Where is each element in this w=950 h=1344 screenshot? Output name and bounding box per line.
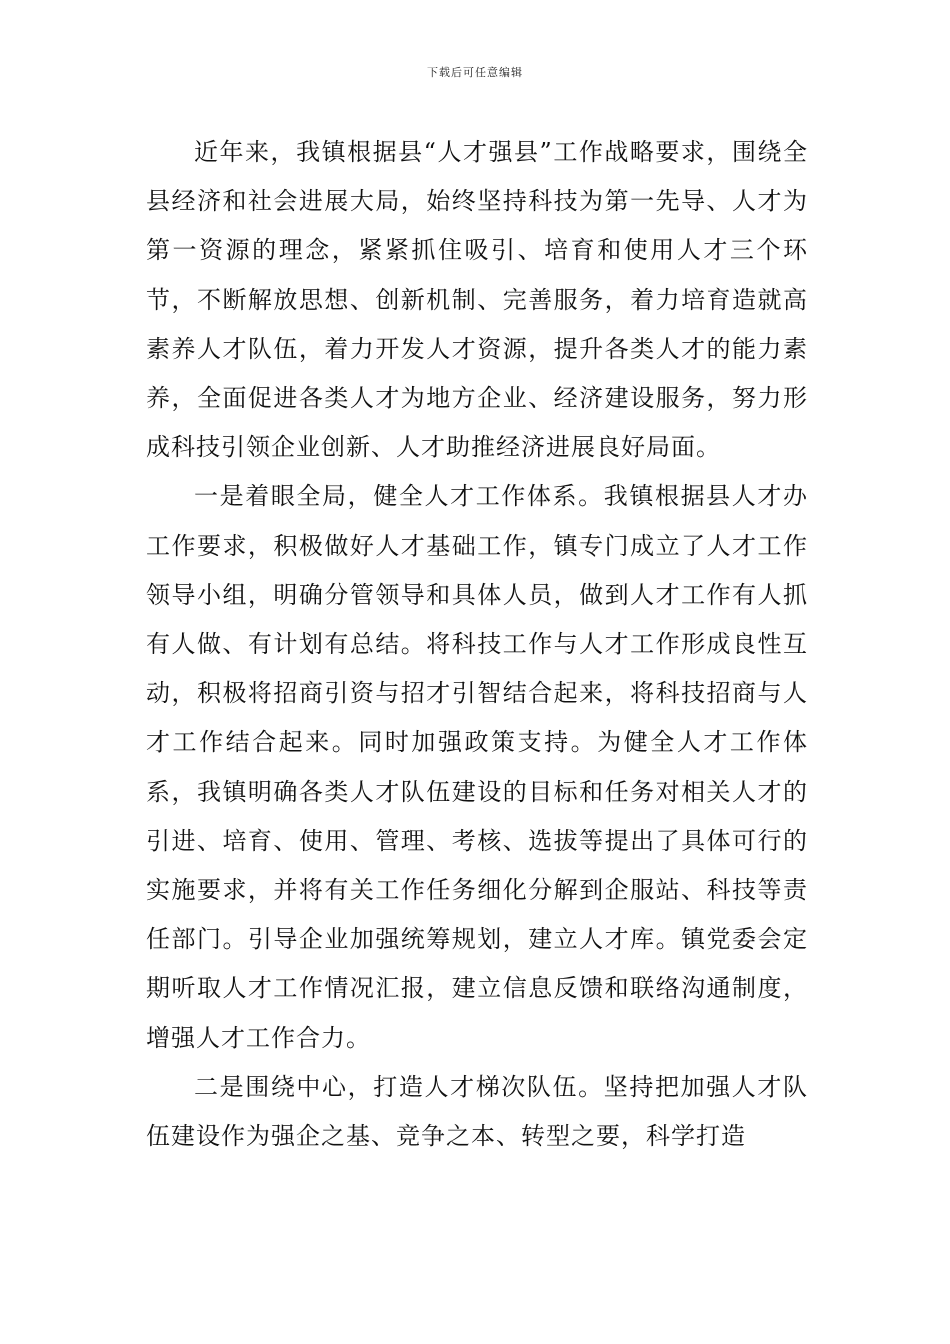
document-body	[146, 128, 808, 1161]
paragraph-section-two: 二是围绕中心，打造人才梯次队伍。坚持把加强人才队伍建设作为强企之基、竞争之本、转型之要，科学打造	[146, 1072, 808, 1151]
paragraph-intro: 近年来，我镇根据县“人才强县”工作战略要求，围绕全县经济和社会进展大局，始终坚持科技为第一先导、人才为第一资源的理念，紧紧抓住吸引、培育和使用人才三个环节，不断解放思想、创新机制、完善服务，着力培育造就高素养人才队伍，着力开发人才资源，提升各类人才的能力素养，全面促进各类人才为地方企业、经济建设服务，努力形成科技引领企业创新、人才助推经济进展良好局面。	[146, 138, 808, 462]
paragraph-section-one: 一是着眼全局，健全人才工作体系。我镇根据县人才办工作要求，积极做好人才基础工作，镇专门成立了人才工作领导小组，明确分管领导和具体人员，做到人才工作有人抓有人做、有计划有总结。将科技工作与人才工作形成良性互动，积极将招商引资与招才引智结合起来，将科技招商与人才工作结合起来。同时加强政策支持。为健全人才工作体系，我镇明确各类人才队伍建设的目标和任务对相关人才的引进、培育、使用、管理、考核、选拔等提出了具体可行的实施要求，并将有关工作任务细化分解到企服站、科技等责任部门。引导企业加强统筹规划，建立人才库。镇党委会定期听取人才工作情况汇报，建立信息反馈和联络沟通制度，增强人才工作合力。	[146, 482, 808, 1052]
page-header: 下载后可任意编辑	[427, 66, 523, 79]
